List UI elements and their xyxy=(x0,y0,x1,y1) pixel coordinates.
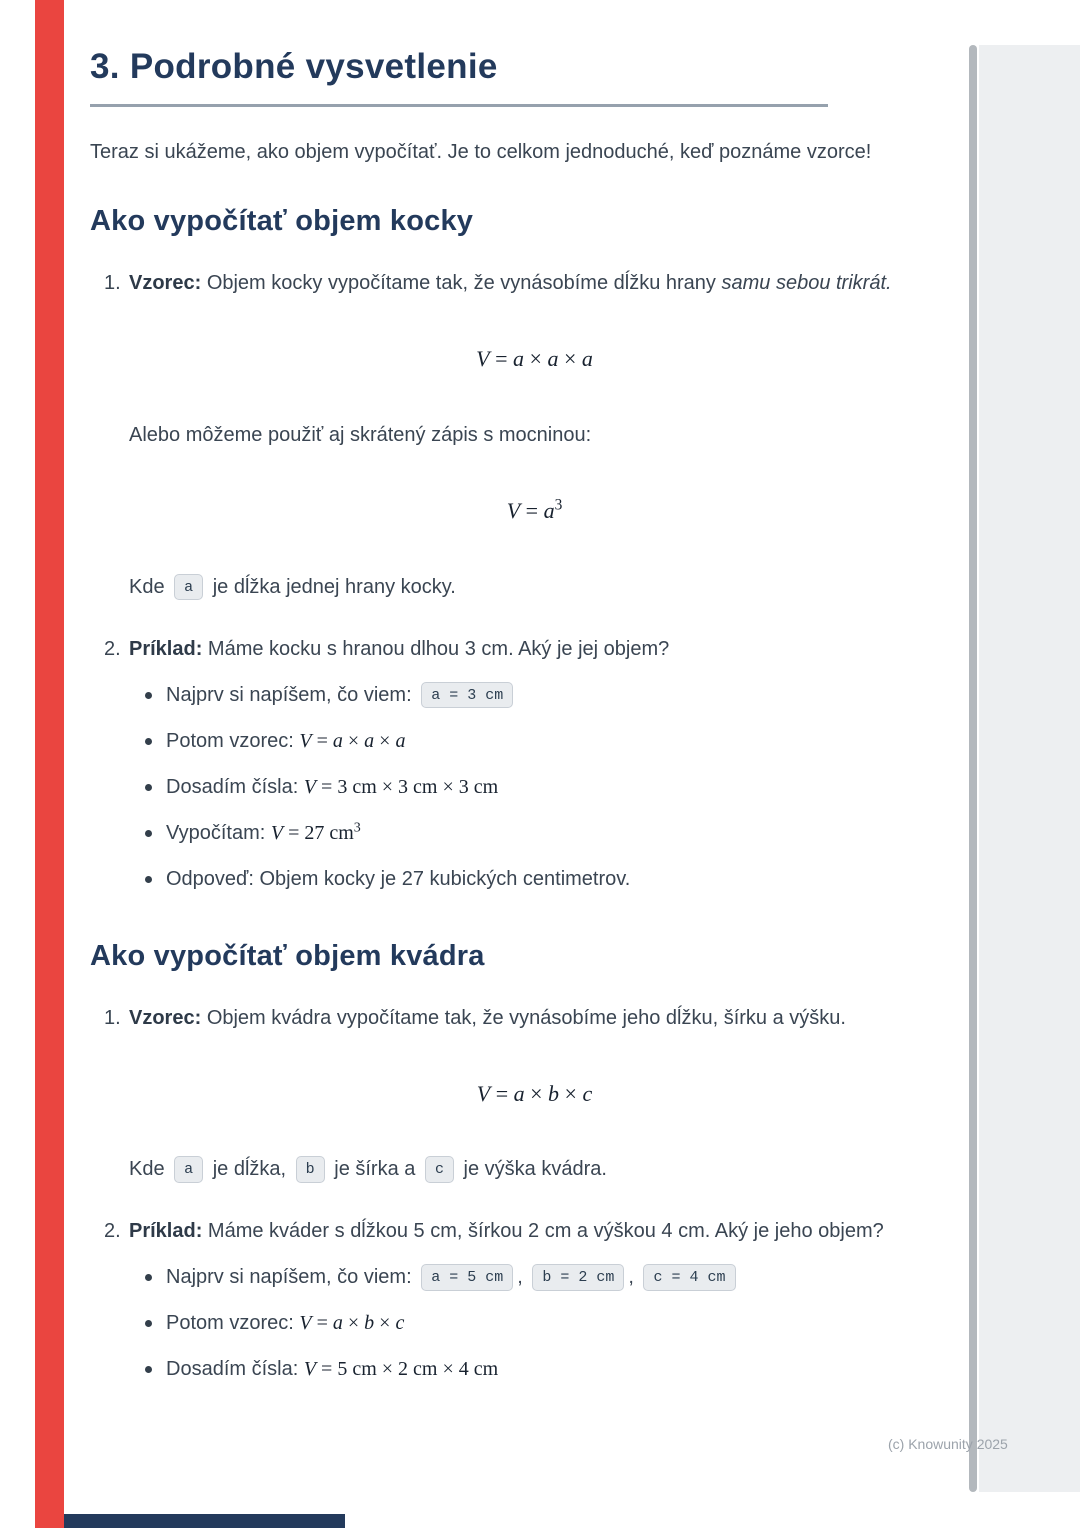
inline-formula: V = a × a × a xyxy=(299,729,406,752)
section-title-cuboid: Ako vypočítať objem kvádra xyxy=(90,939,485,972)
bullet-icon xyxy=(145,692,152,699)
scrollbar-thumb[interactable] xyxy=(969,45,977,1492)
separator: , xyxy=(517,1266,523,1289)
bullet-text xyxy=(166,722,940,760)
step-number: 2. xyxy=(104,637,121,660)
step-text-paragraph xyxy=(129,999,940,1037)
cube-step-2 xyxy=(90,630,940,906)
formula-cube-short: $V = a^3$ xyxy=(506,496,563,523)
bullet-icon xyxy=(145,1366,152,1373)
step-text-run: Objem kocky vypočítame tak, že vynásobíme dĺžku hrany xyxy=(206,272,716,294)
intro-paragraph: Teraz si ukážeme, ako objem vypočítať. Je to celkom jednoduché, keď poznáme vzorce! xyxy=(90,141,872,163)
bullet-text-run: Dosadím čísla: xyxy=(166,775,304,798)
list-item xyxy=(129,860,940,898)
list-item xyxy=(129,722,940,760)
where-line-cube xyxy=(129,568,940,606)
inline-formula: V = 5 cm × 2 cm × 4 cm xyxy=(303,1358,499,1381)
step-label: Vzorec: xyxy=(129,1006,202,1029)
list-item xyxy=(129,1258,940,1296)
step-label: Vzorec: xyxy=(129,272,202,294)
step-label: Príklad: xyxy=(129,1220,203,1243)
where-post: je výška kvádra. xyxy=(463,1158,607,1181)
formula-cube-long: V = a × a × a xyxy=(476,346,593,371)
code-badge-a: a xyxy=(174,574,203,601)
bullet-icon xyxy=(145,1274,152,1281)
step-number: 1. xyxy=(104,272,121,294)
code-badge-a: a xyxy=(174,1156,203,1183)
code-badge-value: c = 4 cm xyxy=(643,1264,735,1291)
bullet-icon xyxy=(145,830,152,837)
step-text-paragraph xyxy=(129,1212,940,1250)
separator: , xyxy=(628,1266,634,1289)
bullet-text-run: Potom vzorec: xyxy=(166,729,300,752)
code-badge-value: a = 5 cm xyxy=(421,1264,513,1291)
cube-steps-list xyxy=(90,264,940,906)
list-item xyxy=(129,676,940,714)
bullet-text xyxy=(166,1304,940,1342)
code-badge-value: a = 3 cm xyxy=(421,682,513,709)
step-text-run: Máme kocku s hranou dlhou 3 cm. Aký je jej objem? xyxy=(207,637,670,660)
next-section-bar xyxy=(64,1514,345,1528)
where-pre: Kde xyxy=(129,575,165,598)
code-badge-b: b xyxy=(296,1156,325,1183)
cuboid-example-bullets xyxy=(129,1258,940,1388)
bullet-icon xyxy=(145,738,152,745)
bullet-text-run: Najprv si napíšem, čo viem: xyxy=(166,1266,412,1289)
bullet-text-run: Najprv si napíšem, čo viem: xyxy=(166,683,412,706)
page-accent-stripe xyxy=(35,0,64,1528)
inline-formula: V = 3 cm × 3 cm × 3 cm xyxy=(303,775,499,798)
bullet-text: Odpoveď: Objem kocky je 27 kubických centimetrov. xyxy=(166,867,631,890)
step-text-paragraph xyxy=(129,264,940,302)
where-mid: je šírka a xyxy=(334,1158,416,1181)
list-item xyxy=(129,768,940,806)
alt-notation-note: Alebo môžeme použiť aj skrátený zápis s mocninou: xyxy=(129,423,592,446)
inline-formula: V = a × b × c xyxy=(299,1312,405,1335)
section-title-cube: Ako vypočítať objem kocky xyxy=(90,205,474,237)
bullet-text xyxy=(166,1350,940,1388)
list-item xyxy=(129,1304,940,1342)
bullet-icon xyxy=(145,784,152,791)
step-text-paragraph xyxy=(129,630,940,668)
cube-step-1 xyxy=(90,264,940,618)
cuboid-step-2 xyxy=(90,1212,940,1396)
bullet-text-run: Dosadím čísla: xyxy=(166,1358,304,1381)
step-text-run: Objem kvádra vypočítame tak, že vynásobíme jeho dĺžku, šírku a výšku. xyxy=(206,1006,846,1029)
step-label: Príklad: xyxy=(129,637,203,660)
bullet-text-run: Potom vzorec: xyxy=(166,1312,300,1335)
step-number: 2. xyxy=(104,1220,121,1243)
code-badge-c: c xyxy=(425,1156,454,1183)
cuboid-steps-list xyxy=(90,999,940,1397)
cuboid-step-1 xyxy=(90,999,940,1201)
step-number: 1. xyxy=(104,1006,121,1029)
bullet-text xyxy=(166,1258,940,1296)
step-text-italic: samu sebou trikrát. xyxy=(721,272,892,294)
list-item xyxy=(129,814,940,852)
title-divider xyxy=(90,104,828,107)
bullet-text xyxy=(166,814,940,852)
code-badge-value: b = 2 cm xyxy=(532,1264,624,1291)
formula-cuboid: V = a × b × c xyxy=(476,1080,593,1106)
cube-example-bullets xyxy=(129,676,940,898)
where-mid: je dĺžka, xyxy=(212,1158,287,1181)
where-post: je dĺžka jednej hrany kocky. xyxy=(212,575,456,598)
list-item xyxy=(129,1350,940,1388)
page-title: 3. Podrobné vysvetlenie xyxy=(90,47,498,86)
document-content xyxy=(90,46,940,1408)
bullet-text-run: Vypočítam: xyxy=(166,821,271,844)
bullet-icon xyxy=(145,876,152,883)
step-text-run: Máme kváder s dĺžkou 5 cm, šírkou 2 cm a výškou 4 cm. Aký je jeho objem? xyxy=(207,1220,884,1243)
page-margin-panel xyxy=(979,45,1080,1492)
where-line-cuboid xyxy=(129,1150,940,1188)
copyright-credit: (c) Knowunity 2025 xyxy=(888,1436,1008,1452)
where-pre: Kde xyxy=(129,1158,165,1181)
inline-formula: V = 27 $cm^3$ xyxy=(270,819,361,844)
bullet-icon xyxy=(145,1320,152,1327)
bullet-text xyxy=(166,676,940,714)
bullet-text xyxy=(166,768,940,806)
